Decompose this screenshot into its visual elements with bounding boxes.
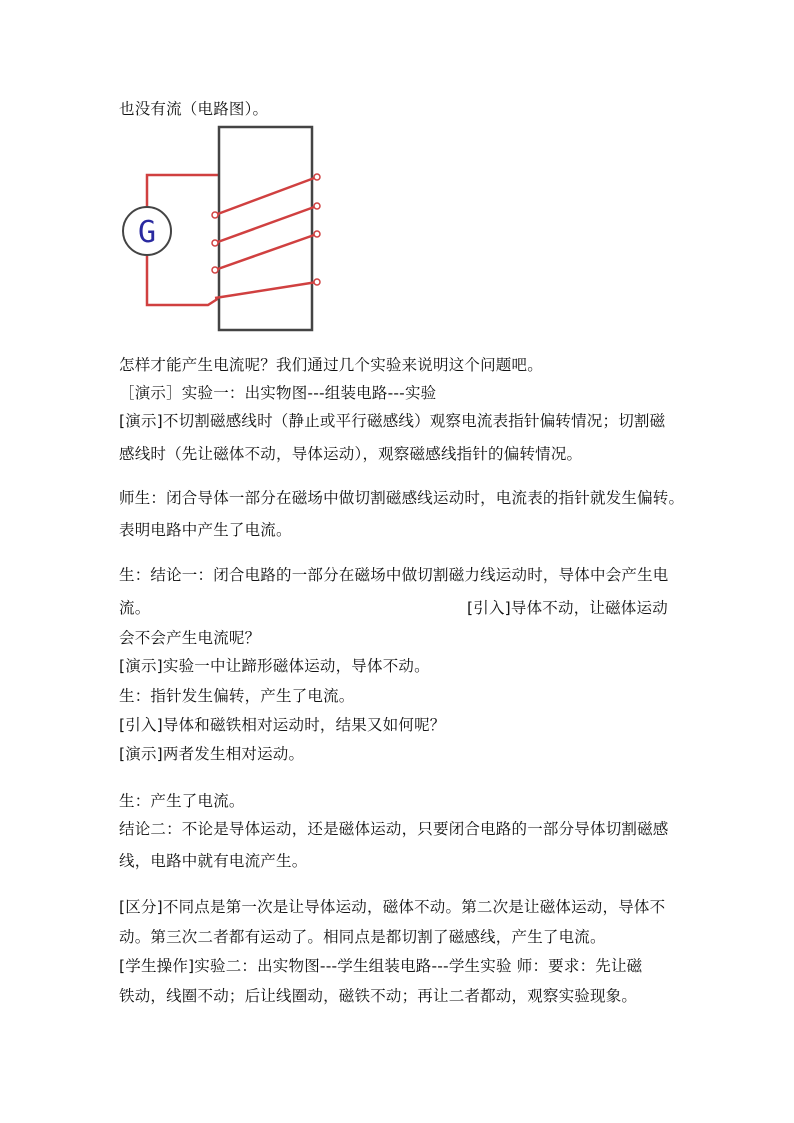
text-line-3: ［演示］实验一：出实物图---组装电路---实验 [119,384,437,402]
text-line-14: [演示]两者发生相对运动。 [119,745,305,763]
text-line-8: 生：结论一：闭合电路的一部分在磁场中做切割磁力线运动时，导体中会产生电 [119,566,669,584]
text-line-13: [引入]导体和磁铁相对运动时，结果又如何呢？ [119,716,446,734]
text-line-15: 生：产生了电流。 [119,792,245,810]
text-line-9: 流。 [119,599,151,617]
wire-bottom [147,255,219,305]
text-line-17: 线，电路中就有电流产生。 [119,852,308,870]
text-line-20: [学生操作]实验二：出实物图---学生组装电路---学生实验 师：要求：先让磁 [119,957,643,975]
wire-top [147,175,219,208]
coil-circuit-diagram [110,120,330,340]
galvanometer-label: G [137,215,157,250]
text-line-19: 动。第三次二者都有运动了。相同点是都切割了磁感线，产生了电流。 [119,928,606,946]
text-line-12: 生：指针发生偏转，产生了电流。 [119,687,355,705]
text-line-18: [区分]不同点是第一次是让导体运动，磁体不动。第二次是让磁体运动，导体不 [119,898,666,916]
text-line-2: 怎样才能产生电流呢？我们通过几个实验来说明这个问题吧。 [119,356,543,374]
text-line-5: 感线时（先让磁体不动，导体运动），观察磁感线指针的偏转情况。 [119,445,583,463]
iron-core [219,127,312,330]
text-line-21: 铁动，线圈不动；后让线圈动，磁铁不动；再让二者都动，观察实验现象。 [119,987,638,1005]
text-line-9-right: [引入]导体不动，让磁体运动 [467,599,668,617]
text-line-1: 也没有流（电路图）。 [119,100,269,118]
text-line-16: 结论二：不论是导体运动，还是磁体运动，只要闭合电路的一部分导体切割磁感 [119,820,669,838]
text-line-7: 表明电路中产生了电流。 [119,521,292,539]
text-line-6: 师生：闭合导体一部分在磁场中做切割磁感线运动时，电流表的指针就发生偏转。 [119,489,685,507]
text-line-4: [演示]不切割磁感线时（静止或平行磁感线）观察电流表指针偏转情况；切割磁 [119,412,666,430]
text-line-10: 会不会产生电流呢？ [119,629,261,647]
text-line-11: [演示]实验一中让蹄形磁体运动，导体不动。 [119,657,430,675]
